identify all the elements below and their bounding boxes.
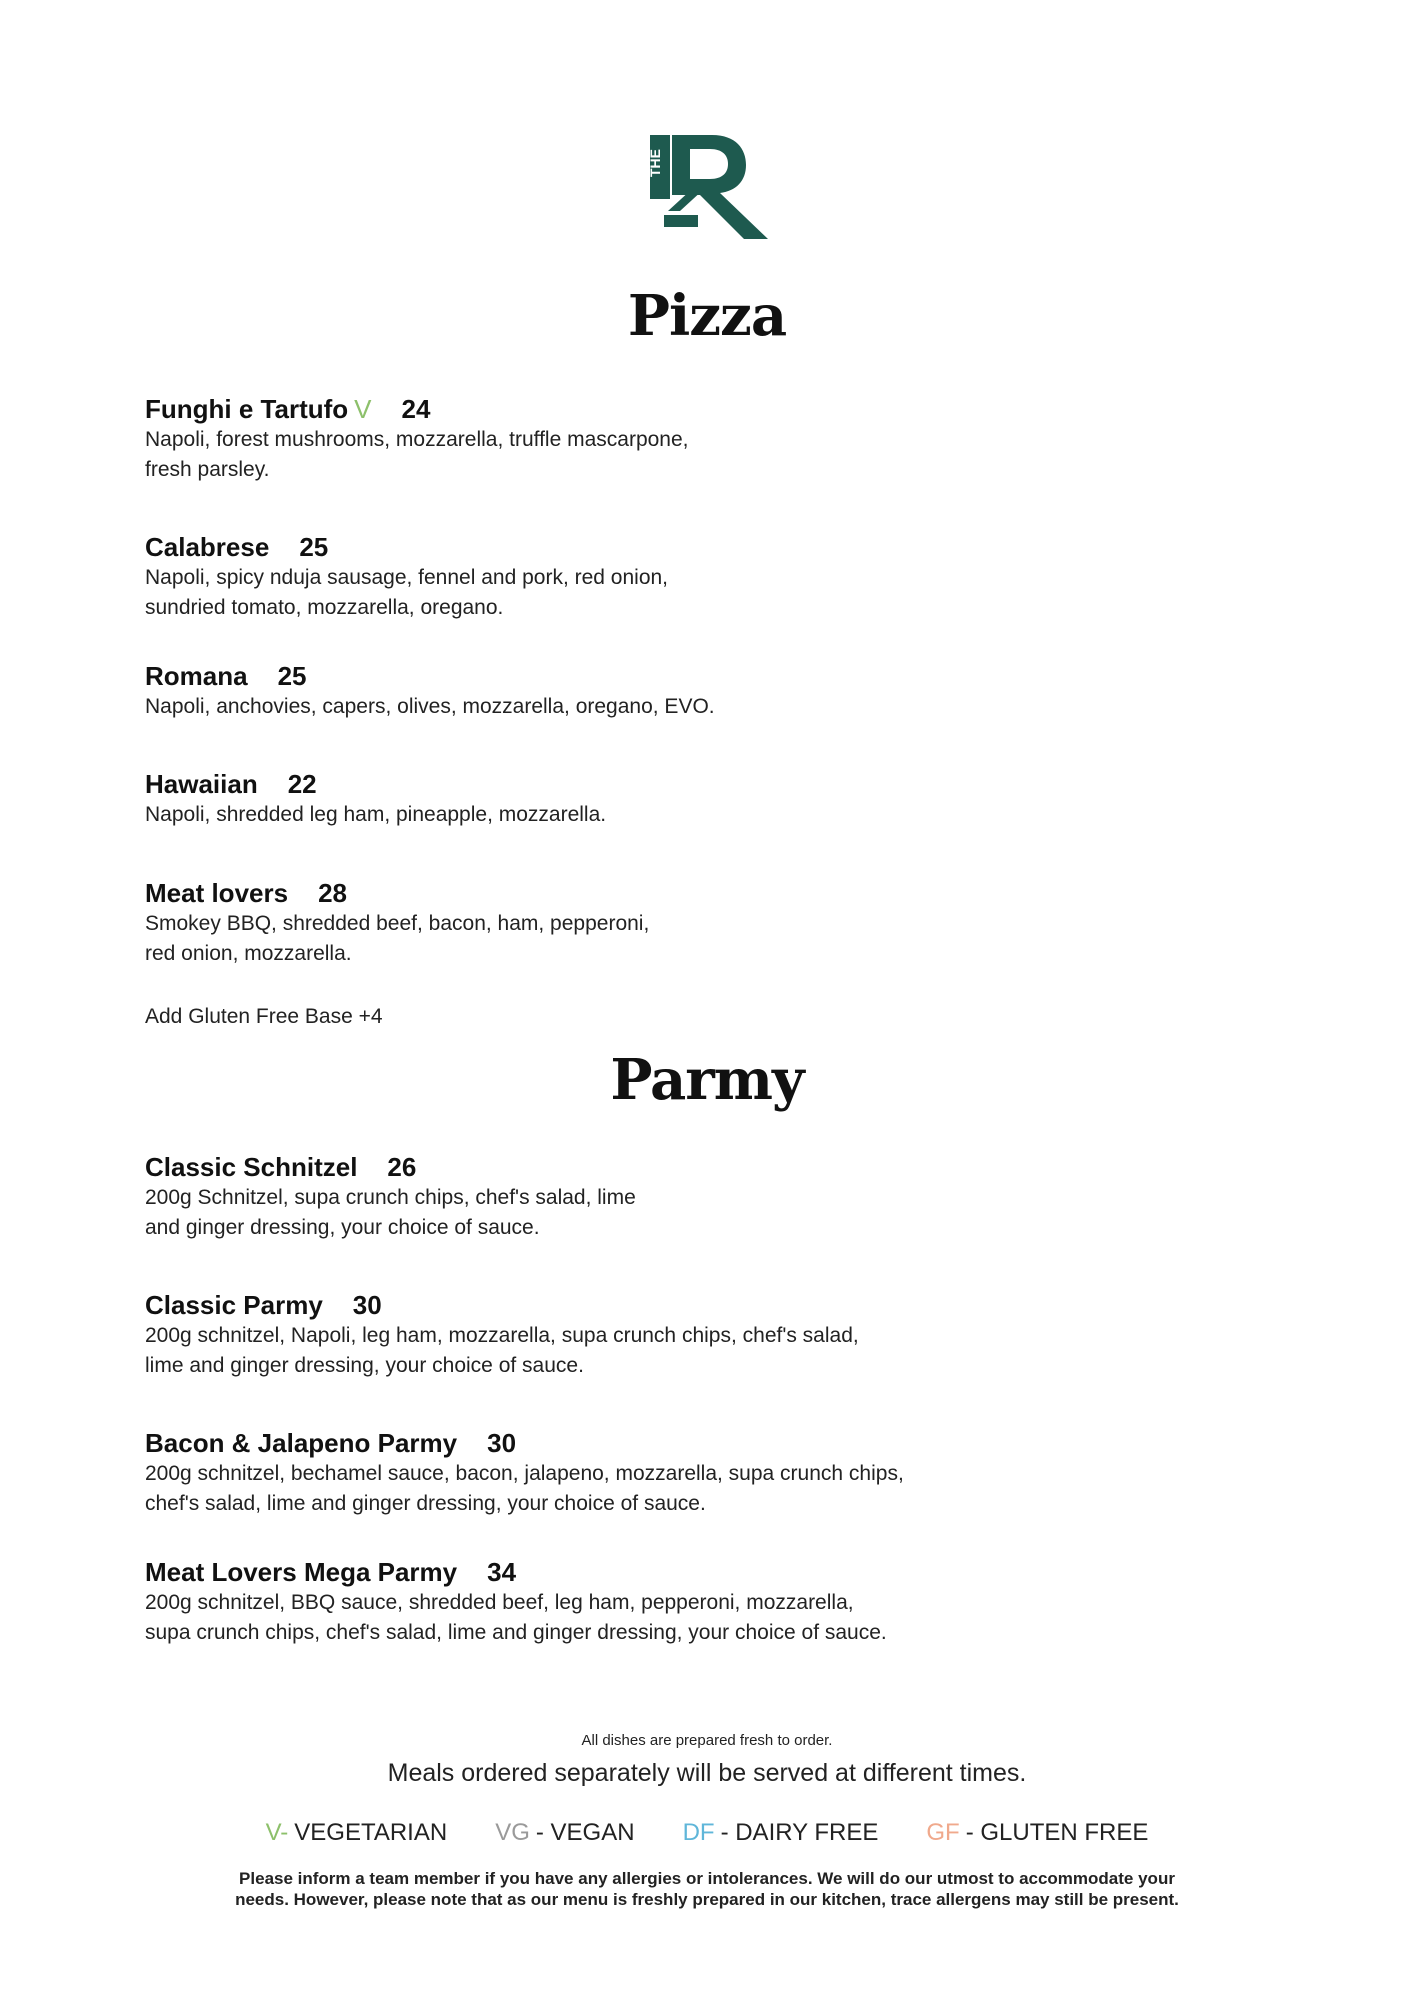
menu-item-name: Romana [145,661,248,691]
diet-badge: V [354,394,372,424]
legend-item [266,1819,448,1847]
menu-item-description [145,563,1045,623]
menu-item-price: 25 [277,661,307,691]
legend-label: - VEGAN [535,1819,635,1846]
menu-item-description [145,692,1045,722]
menu-item-description [145,1588,1045,1648]
description-line: chef's salad, lime and ginger dressing, your choice of sauce. [145,1492,706,1515]
allergy-notice [150,1868,1264,1910]
legend-label: - DAIRY FREE [720,1819,879,1846]
menu-item-price: 28 [318,878,347,908]
menu-item-price: 22 [287,769,317,799]
logo-the-text: THE [647,149,663,177]
menu-item-description [145,800,1045,830]
menu-item-heading [145,877,1045,909]
legend-code: V- [265,1819,289,1846]
menu-item-heading [145,768,1045,800]
description-line: Napoli, anchovies, capers, olives, mozzarella, oregano, EVO. [145,695,715,718]
description-line: 200g schnitzel, bechamel sauce, bacon, jalapeno, mozzarella, supa crunch chips, [145,1462,904,1485]
description-line: Napoli, forest mushrooms, mozzarella, truffle mascarpone, [145,428,689,451]
menu-item-name: Bacon & Jalapeno Parmy [145,1428,458,1458]
pizza-menu-item [145,877,1045,969]
menu-item-heading [145,1151,1045,1183]
description-line: Napoli, shredded leg ham, pineapple, mozzarella. [145,803,607,826]
menu-item-price: 26 [387,1152,417,1182]
menu-item-description [145,909,1045,969]
menu-item-name: Funghi e Tartufo [145,394,349,424]
menu-item-price: 34 [487,1557,517,1587]
menu-item-description [145,1321,1045,1381]
menu-item-heading [145,660,1045,692]
menu-item-name: Meat Lovers Mega Parmy [145,1557,458,1587]
description-line: Napoli, spicy nduja sausage, fennel and pork, red onion, [145,566,669,589]
allergy-line: needs. However, please note that as our menu is freshly prepared in our kitchen, trace allergens may still be present. [235,1890,1179,1909]
description-line: sundried tomato, mozzarella, oregano. [145,596,504,619]
description-line: red onion, mozzarella. [145,942,352,965]
description-line: 200g schnitzel, Napoli, leg ham, mozzarella, supa crunch chips, chef's salad, [145,1324,859,1347]
menu-item-heading [145,393,1045,425]
legend-label: VEGETARIAN [294,1819,448,1846]
description-line: 200g Schnitzel, supa crunch chips, chef's salad, lime [145,1186,636,1209]
menu-item-heading [145,1289,1045,1321]
menu-item-name: Calabrese [145,532,270,562]
menu-item-name: Hawaiian [145,769,258,799]
description-line: 200g schnitzel, BBQ sauce, shredded beef, leg ham, pepperoni, mozzarella, [145,1591,854,1614]
legend-item [495,1819,634,1847]
pizza-menu-item [145,393,1045,485]
legend-code: DF [682,1819,715,1846]
legend-item [926,1819,1148,1847]
menu-item-price: 24 [401,394,431,424]
parmy-section-title: Parmy [610,1047,804,1113]
menu-item-name: Meat lovers [145,878,289,908]
allergy-line: Please inform a team member if you have any allergies or intolerances. We will do our utmost to accommodate your [239,1869,1175,1888]
menu-item-price: 25 [299,532,329,562]
parmy-menu-item [145,1556,1045,1648]
pizza-menu-item [145,768,1045,830]
menu-item-heading [145,1556,1045,1588]
pizza-menu-item [145,660,1045,722]
description-line: lime and ginger dressing, your choice of sauce. [145,1354,584,1377]
pizza-section-title: Pizza [627,283,787,349]
parmy-menu-item [145,1289,1045,1381]
menu-item-heading [145,1427,1045,1459]
parmy-menu-item [145,1151,1045,1243]
parmy-menu-item [145,1427,1045,1519]
pizza-menu-item [145,531,1045,623]
legend-label: - GLUTEN FREE [965,1819,1149,1846]
description-line: Smokey BBQ, shredded beef, bacon, ham, pepperoni, [145,912,650,935]
description-line: and ginger dressing, your choice of sauce. [145,1216,540,1239]
gluten-free-note: Add Gluten Free Base +4 [145,1005,383,1028]
menu-item-description [145,1459,1045,1519]
legend-code: GF [926,1819,960,1846]
menu-item-heading [145,531,1045,563]
legend-item [683,1819,879,1847]
description-line: fresh parsley. [145,458,270,481]
menu-item-price: 30 [352,1290,382,1320]
the-r-logo [647,135,768,239]
legend-code: VG [495,1819,530,1846]
menu-item-description [145,425,1045,485]
fresh-notice: All dishes are prepared fresh to order. [581,1732,833,1749]
menu-item-description [145,1183,1045,1243]
diet-legend [0,1819,1414,1847]
menu-item-price: 30 [487,1428,517,1458]
description-line: supa crunch chips, chef's salad, lime and ginger dressing, your choice of sauce. [145,1621,887,1644]
separate-meals-notice: Meals ordered separately will be served at different times. [387,1759,1027,1787]
menu-item-name: Classic Parmy [145,1290,323,1320]
menu-item-name: Classic Schnitzel [145,1152,358,1182]
